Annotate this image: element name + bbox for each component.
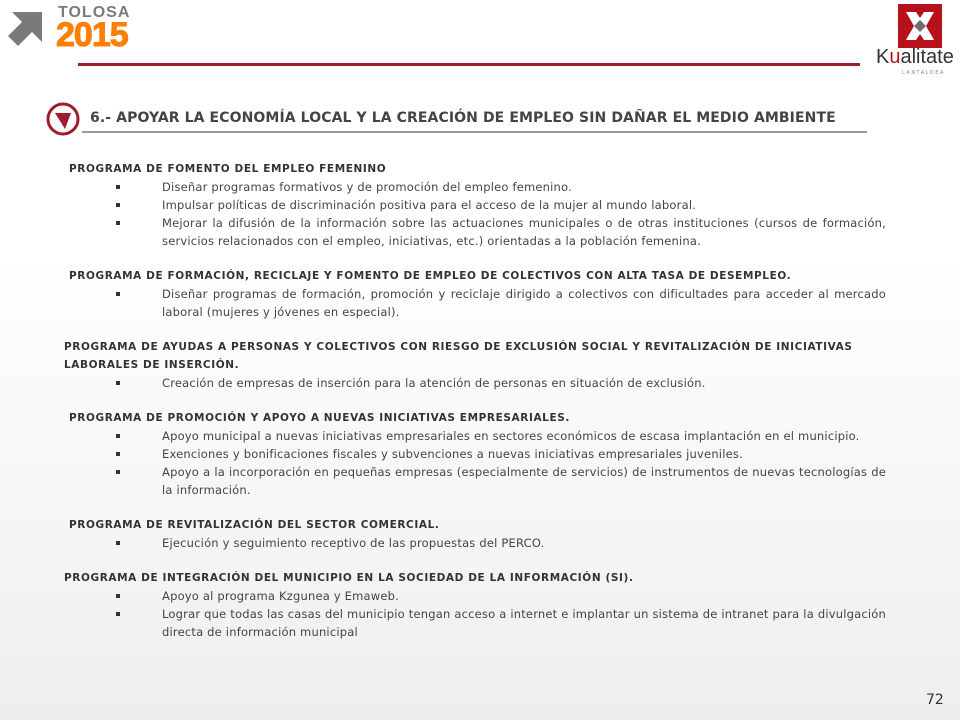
bullet-icon bbox=[116, 612, 120, 616]
section-empleo-femenino bbox=[64, 160, 890, 250]
bullet-icon bbox=[116, 452, 120, 456]
list-item: Diseñar programas de formación, promoción y reciclaje dirigido a colectivos con dificultades para acceder al mercado laboral (mujeres y jóvenes en especial). bbox=[64, 285, 890, 321]
section-heading: PROGRAMA DE FORMACIÓN, RECICLAJE Y FOMENTO DE EMPLEO DE COLECTIVOS CON ALTA TASA DE DESEMPLEO. bbox=[69, 270, 792, 282]
kualitate-logo bbox=[872, 2, 960, 78]
list-item: Diseñar programas formativos y de promoción del empleo femenino. bbox=[64, 178, 890, 196]
title-underline bbox=[82, 131, 867, 133]
list-item: Lograr que todas las casas del municipio tengan acceso a internet e implantar un sistema de intranet para la divulgación directa de información municipal bbox=[64, 605, 890, 641]
tolosa-logo-year: 2015 bbox=[56, 16, 128, 54]
section-heading: PROGRAMA DE FOMENTO DEL EMPLEO FEMENINO bbox=[69, 163, 387, 175]
bullet-icon bbox=[116, 221, 120, 225]
page-title: 6.- APOYAR LA ECONOMÍA LOCAL Y LA CREACIÓN DE EMPLEO SIN DAÑAR EL MEDIO AMBIENTE bbox=[90, 110, 836, 126]
bullet-icon bbox=[116, 381, 120, 385]
tolosa-logo-word: TOLOSA bbox=[58, 4, 131, 21]
header-divider bbox=[78, 63, 860, 66]
list-item: Apoyo a la incorporación en pequeñas empresas (especialmente de servicios) de instrumentos de nuevas tecnologías de la información. bbox=[64, 463, 890, 499]
section-heading: PROGRAMA DE INTEGRACIÓN DEL MUNICIPIO EN LA SOCIEDAD DE LA INFORMACIÓN (SI). bbox=[64, 572, 634, 584]
list-item: Impulsar políticas de discriminación positiva para el acceso de la mujer al mundo laboral. bbox=[64, 196, 890, 214]
list-item: Exenciones y bonificaciones fiscales y subvenciones a nuevas iniciativas empresariales juveniles. bbox=[64, 445, 890, 463]
kualitate-subtitle: LANTALDEA bbox=[902, 70, 945, 76]
bullet-icon bbox=[116, 541, 120, 545]
kualitate-name: Kualitate bbox=[876, 46, 954, 68]
kualitate-mark-icon bbox=[898, 4, 942, 48]
list-item: Apoyo municipal a nuevas iniciativas empresariales en sectores económicos de escasa implantación en el municipio. bbox=[64, 427, 890, 445]
section-sector-comercial bbox=[64, 516, 890, 552]
bullet-icon bbox=[116, 594, 120, 598]
section-iniciativas-empresariales bbox=[64, 409, 890, 499]
bullet-icon bbox=[116, 470, 120, 474]
section-formacion-reciclaje bbox=[64, 267, 890, 321]
tolosa-2015-logo bbox=[4, 4, 154, 52]
bullet-icon bbox=[116, 203, 120, 207]
section-heading: PROGRAMA DE REVITALIZACIÓN DEL SECTOR COMERCIAL. bbox=[69, 519, 440, 531]
section-exclusion-social bbox=[64, 338, 890, 392]
bullet-icon bbox=[116, 434, 120, 438]
bullet-icon bbox=[116, 185, 120, 189]
list-item: Creación de empresas de inserción para la atención de personas en situación de exclusión. bbox=[64, 374, 890, 392]
bullet-icon bbox=[116, 292, 120, 296]
page-number: 72 bbox=[926, 692, 944, 708]
section-sociedad-informacion bbox=[64, 569, 890, 641]
list-item: Mejorar la difusión de la información sobre las actuaciones municipales o de otras instituciones (cursos de formación, servicios relacionados con el empleo, iniciativas, etc.) orientadas a la población femenina. bbox=[64, 214, 890, 250]
tolosa-arrow-icon bbox=[4, 8, 50, 50]
list-item: Ejecución y seguimiento receptivo de las propuestas del PERCO. bbox=[64, 534, 890, 552]
section-arrow-icon bbox=[46, 102, 80, 136]
section-heading: PROGRAMA DE PROMOCIÓN Y APOYO A NUEVAS INICIATIVAS EMPRESARIALES. bbox=[69, 412, 570, 424]
document-body bbox=[64, 160, 890, 658]
section-heading: PROGRAMA DE AYUDAS A PERSONAS Y COLECTIVOS CON RIESGO DE EXCLUSIÓN SOCIAL Y REVITALIZACIÓN DE INICIATIVAS LABORALES DE INSERCIÓN. bbox=[64, 341, 853, 371]
list-item: Apoyo al programa Kzgunea y Emaweb. bbox=[64, 587, 890, 605]
